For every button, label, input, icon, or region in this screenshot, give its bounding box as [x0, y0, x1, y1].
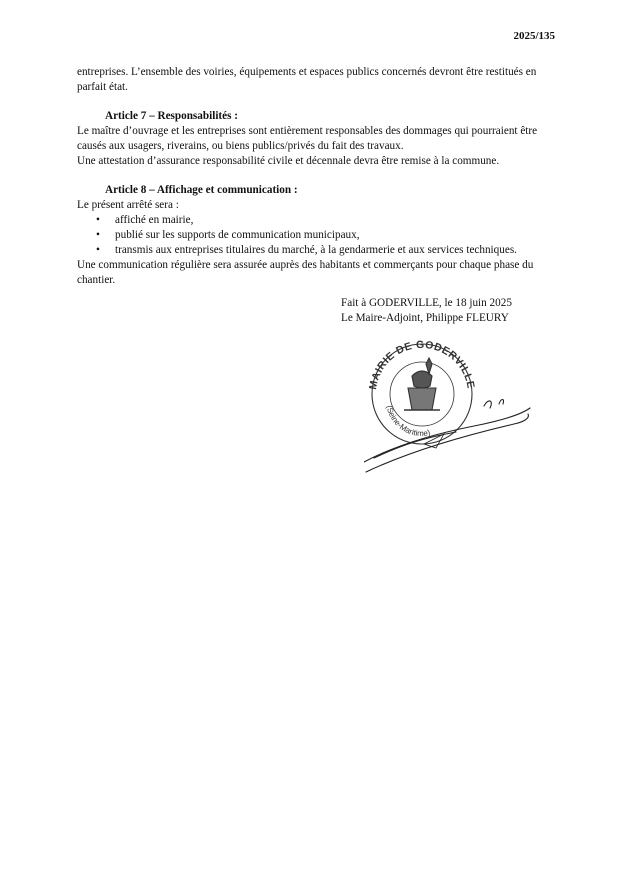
document-reference: 2025/135 [513, 30, 555, 42]
list-item: • transmis aux entreprises titulaires du marché, à la gendarmerie et aux services techniques. [77, 243, 567, 258]
intro-line-1: entreprises. L’ensemble des voiries, équipements et espaces publics concernés devront être restitués en [77, 66, 537, 78]
article-8-closing-2: chantier. [77, 274, 116, 286]
intro-line-2: parfait état. [77, 81, 128, 93]
stamp-top-text: MAIRIE DE GODERVILLE [367, 338, 477, 391]
signoff-block [341, 296, 512, 326]
article-7-line-3: Une attestation d’assurance responsabilité civile et décennale devra être remise à la commune. [77, 155, 500, 167]
list-item: • publié sur les supports de communication municipaux, [77, 228, 567, 243]
document-body [77, 65, 567, 288]
article-8-title: Article 8 – Affichage et communication : [105, 184, 298, 196]
article-8-closing-1: Une communication régulière sera assurée auprès des habitants et commerçants pour chaque phase du [77, 259, 534, 271]
place-date: Fait à GODERVILLE, le 18 juin 2025 [341, 297, 512, 309]
stamp-bottom-text: (Seine-Maritime) [384, 404, 432, 439]
official-stamp-and-signature [364, 334, 534, 494]
article-8-lead: Le présent arrêté sera : [77, 199, 179, 211]
article-7-line-2: causés aux usagers, riverains, ou biens publics/privés du fait des travaux. [77, 140, 404, 152]
article-8-list [77, 213, 567, 258]
signatory: Le Maire-Adjoint, Philippe FLEURY [341, 312, 509, 324]
list-item: • affiché en mairie, [77, 213, 567, 228]
article-7-line-1: Le maître d’ouvrage et les entreprises sont entièrement responsables des dommages qui pourraient être [77, 125, 538, 137]
article-7-title: Article 7 – Responsabilités : [105, 110, 238, 122]
